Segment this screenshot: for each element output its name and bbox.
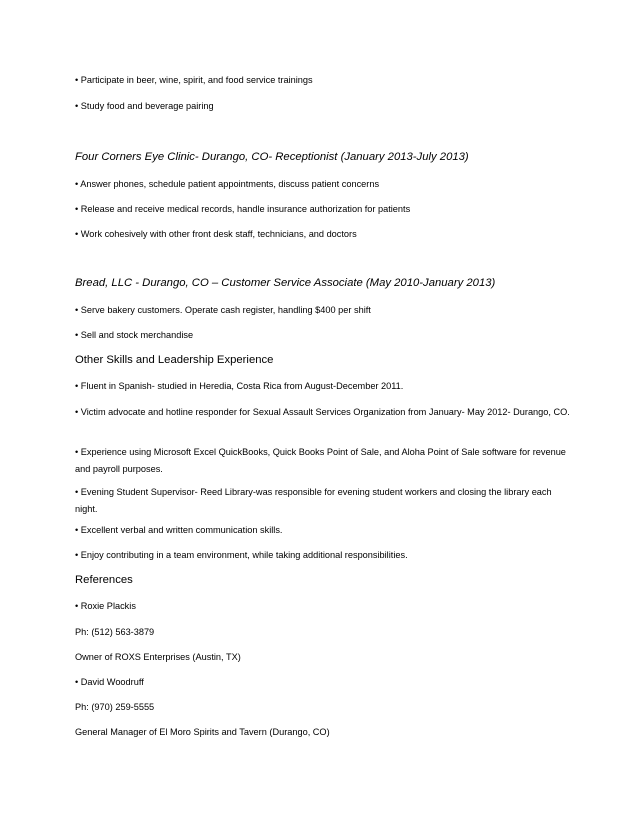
- skill-bullet: • Evening Student Supervisor- Reed Library-was responsible for evening student workers and closing the library each night.: [75, 487, 552, 514]
- job-bullet: • Serve bakery customers. Operate cash register, handling $400 per shift: [75, 305, 371, 315]
- reference-line: Ph: (512) 563-3879: [75, 627, 155, 637]
- skills-heading: Other Skills and Leadership Experience: [75, 354, 274, 366]
- reference-line: Owner of ROXS Enterprises (Austin, TX): [75, 652, 241, 662]
- job-title: Four Corners Eye Clinic- Durango, CO- Receptionist (January 2013-July 2013): [75, 151, 469, 163]
- reference-line: • Roxie Plackis: [75, 601, 136, 611]
- skill-bullet: • Experience using Microsoft Excel QuickBooks, Quick Books Point of Sale, and Aloha Point of Sale software for revenue and payroll purposes.: [75, 447, 566, 474]
- reference-line: Ph: (970) 259-5555: [75, 702, 155, 712]
- job-bullet: • Answer phones, schedule patient appointments, discuss patient concerns: [75, 179, 380, 189]
- intro-bullet: • Study food and beverage pairing: [75, 101, 214, 111]
- job-bullet: • Release and receive medical records, handle insurance authorization for patients: [75, 204, 411, 214]
- skill-bullet: • Excellent verbal and written communication skills.: [75, 525, 283, 535]
- reference-line: General Manager of El Moro Spirits and Tavern (Durango, CO): [75, 727, 330, 737]
- references-heading: References: [75, 574, 133, 586]
- skill-bullet: • Fluent in Spanish- studied in Heredia, Costa Rica from August-December 2011.: [75, 381, 404, 391]
- job-title: Bread, LLC - Durango, CO – Customer Service Associate (May 2010-January 2013): [75, 277, 496, 289]
- skill-bullet: • Enjoy contributing in a team environment, while taking additional responsibilities.: [75, 550, 408, 560]
- skill-bullet: • Victim advocate and hotline responder for Sexual Assault Services Organization from January- May 2012- Durango, CO.: [75, 407, 570, 417]
- job-bullet: • Sell and stock merchandise: [75, 330, 194, 340]
- intro-bullet: • Participate in beer, wine, spirit, and food service trainings: [75, 75, 313, 85]
- job-bullet: • Work cohesively with other front desk staff, technicians, and doctors: [75, 229, 357, 239]
- reference-line: • David Woodruff: [75, 677, 144, 687]
